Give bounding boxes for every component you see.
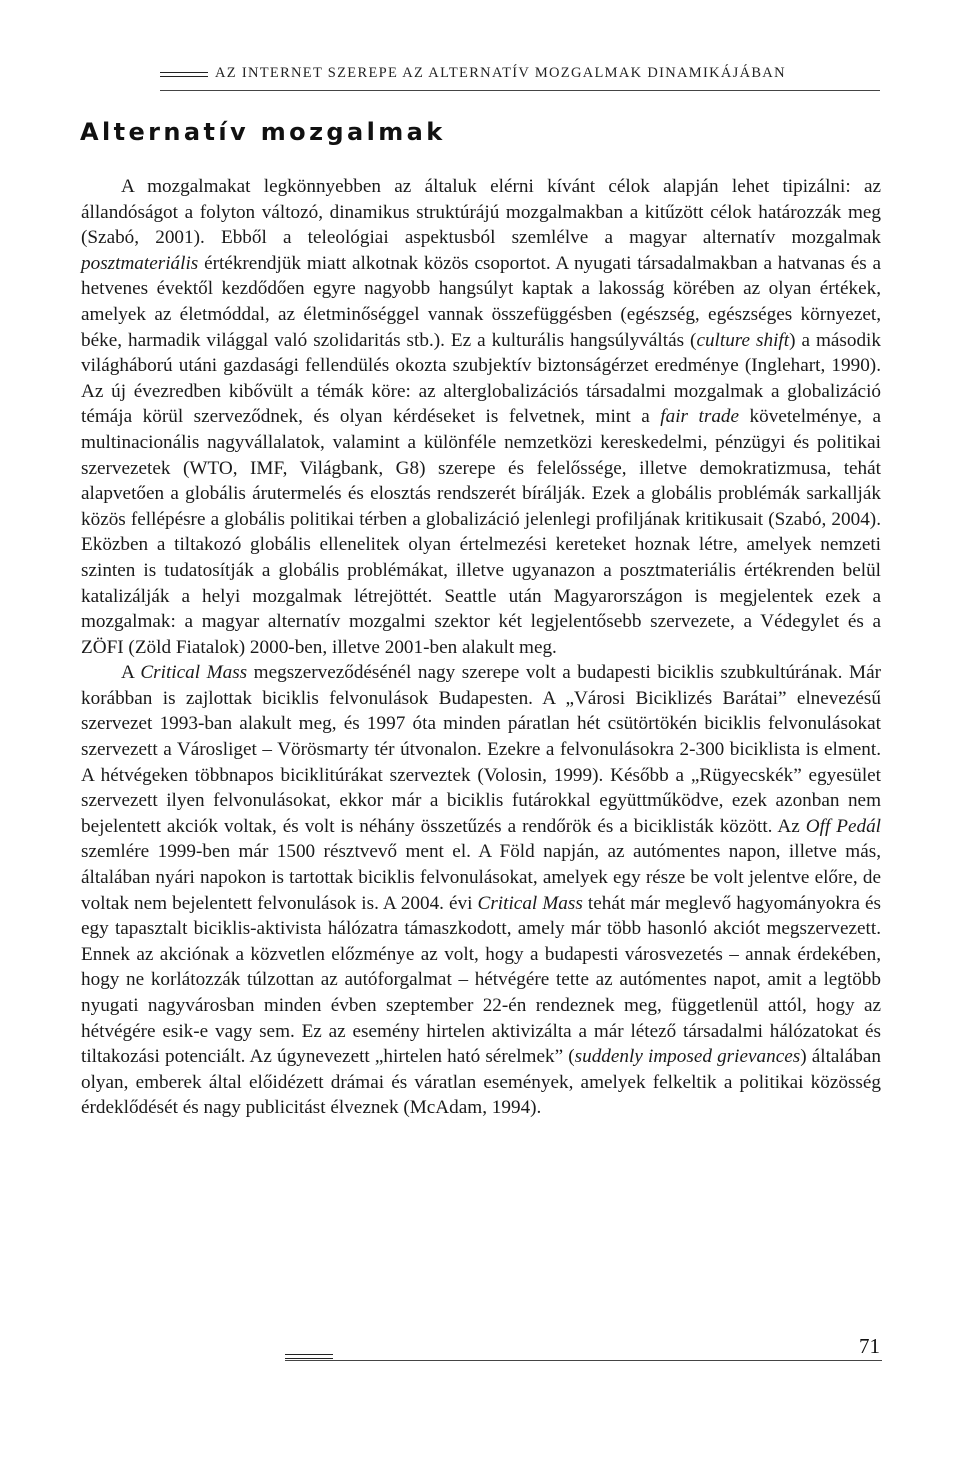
italic-term: suddenly imposed grievances: [574, 1046, 801, 1068]
italic-term: Critical Mass: [140, 662, 248, 684]
paragraph-2: [81, 660, 881, 1121]
text-run: A mozgalmakat legkönnyebben az általuk elérni kívánt célok alapján lehet tipizálni: az állandóságot a folyton változó, dinamikus struktúrájú mozgalmakban a kitűzött célok határozzák meg (Szabó, 2001). Ebből a teleológiai aspektusból szemlélve a magyar alternatív mozgalmak: [81, 176, 881, 249]
paragraph-1: [81, 174, 881, 660]
text-run: szemlére 1999-ben már 1500 résztvevő ment el. A Föld napján, az autómentes napon, illetve más, általában nyári napokon is tartottak biciklis felvonulásokat, amelyek egy része be volt jelentve előre, de voltak nem bejelentett felvonulások is. A 2004. évi: [81, 841, 881, 914]
body-text: [81, 174, 881, 1121]
text-run: tehát már meglevő hagyományokra és egy tapasztalt biciklis-aktivista hálózatra támaszkodott, amely már több hasonló akciót megszervezett. Ennek az akciónak a közvetlen előzménye az volt, hogy a budapesti városvezetés – annak érdekében, hogy ne korlátozzák túlzottan az autóforgalmat – hétvégére tette az autómentes napot, amit a legtöbb nyugati nagyvárosban minden évben szeptember 22-én rendeznek meg, függetlenül attól, hogy az hétvégére esik-e vagy sem. Ez az esemény hirtelen aktivizálta a már létező társadalmi hálózatokat és tiltakozási potenciált. Az úgynevezett „hirtelen ható sérelmek” (: [81, 892, 881, 1068]
italic-term: Off Pedál: [805, 815, 881, 837]
text-run: megszerveződésénél nagy szerepe volt a budapesti biciklis szubkultúrának. Már korábban is zajlottak biciklis felvonulások Budapesten. A „Városi Biciklizés Barátai” elnevezésű szervezet 1993-ban alakult meg, és 1997 óta minden páratlan hét csütörtökén biciklis felvonulásokat szervezett a Városliget – Vörösmarty tér útvonalon. Ezekre a felvonulásokra 2-300 biciklista is elment. A hétvégeken többnapos biciklitúrákat szerveztek (Volosin, 1999). Később a „Rügyecskék” egyesület szervezett ilyen felvonulásokat, ekkor már a biciklis futárokkal együttműködve, ezek azonban nem bejelentett akciók voltak, és volt is néhány összetűzés a rendőrök és a biciklisták között. Az: [81, 662, 881, 837]
section-title: Alternatív mozgalmak: [80, 118, 446, 146]
italic-term: fair trade: [660, 406, 740, 428]
italic-term: Critical Mass: [477, 892, 583, 914]
page-footer: [285, 1334, 882, 1361]
header-rule-ornament: [160, 72, 208, 77]
text-run: ) a második világháború utáni gazdasági fellendülés okozta szubjektív biztonságérzet eredménye (Inglehart, 1990). Az új évezredben kibővült a témák köre: az alterglobalizációs társadalmi mozgalmak a globalizáció témája körül szerveződnek, és olyan kérdéseket is felvetnek, mint a: [81, 329, 881, 428]
text-run: ) általában olyan, emberek által előidézett drámai és váratlan események, amelyek felkeltik a politikai közösség érdeklődését és nagy publicitást élveznek (McAdam, 1994).: [81, 1046, 881, 1119]
text-run: A: [121, 662, 141, 684]
running-head-text: AZ INTERNET SZEREPE AZ ALTERNATÍV MOZGALMAK DINAMIKÁJÁBAN: [215, 65, 786, 81]
footer-rule-ornament: [285, 1354, 333, 1359]
italic-term: culture shift: [696, 329, 790, 351]
italic-term: posztmateriális: [81, 252, 199, 274]
page-number: 71: [859, 1334, 880, 1358]
text-run: követelménye, a multinacionális nagyvállalatok, valamint a különféle nemzetközi kereskedelmi, pénzügyi és politikai szervezetek (WTO, IMF, Világbank, G8) szerepe és felelőssége, illetve demokratizmusa, tehát alapvetően a globális árutermelés és elosztás rendszerét bírálják. Ezek a globális problémák sarkallják közös fellépésre a globális politikai térben a globalizáció jelenlegi profiljának kritikusait (Szabó, 2004). Eközben a tiltakozó globális ellenelitek olyan értelmezési kereteket hoznak létre, amelyek nemzeti szinten is tudatosítják a globális problémákat, illetve ugyanazon a posztmateriális értékrenden belül katalizálják a helyi mozgalmak létrejöttét. Seattle után Magyarországon is megjelentek ezek a mozgalmak: a magyar alternatív mozgalmi szektor két legjelentősebb szervezete, a Védegylet és a ZÖFI (Zöld Fiatalok) 2000-ben, illetve 2001-ben alakult meg.: [81, 406, 881, 658]
text-run: értékrendjük miatt alkotnak közös csoportot. A nyugati társadalmakban a hatvanas és a hetvenes évektől kezdődően egyre nagyobb hangsúlyt kaptak a lakosság körében az olyan értékek, amelyek az életmóddal, az életminőséggel vannak összefüggésben (egészség, egészséges környezet, béke, harmadik világgal való szolidaritás stb.). Ez a kulturális hangsúlyváltás (: [81, 252, 881, 351]
running-head: [160, 62, 880, 91]
